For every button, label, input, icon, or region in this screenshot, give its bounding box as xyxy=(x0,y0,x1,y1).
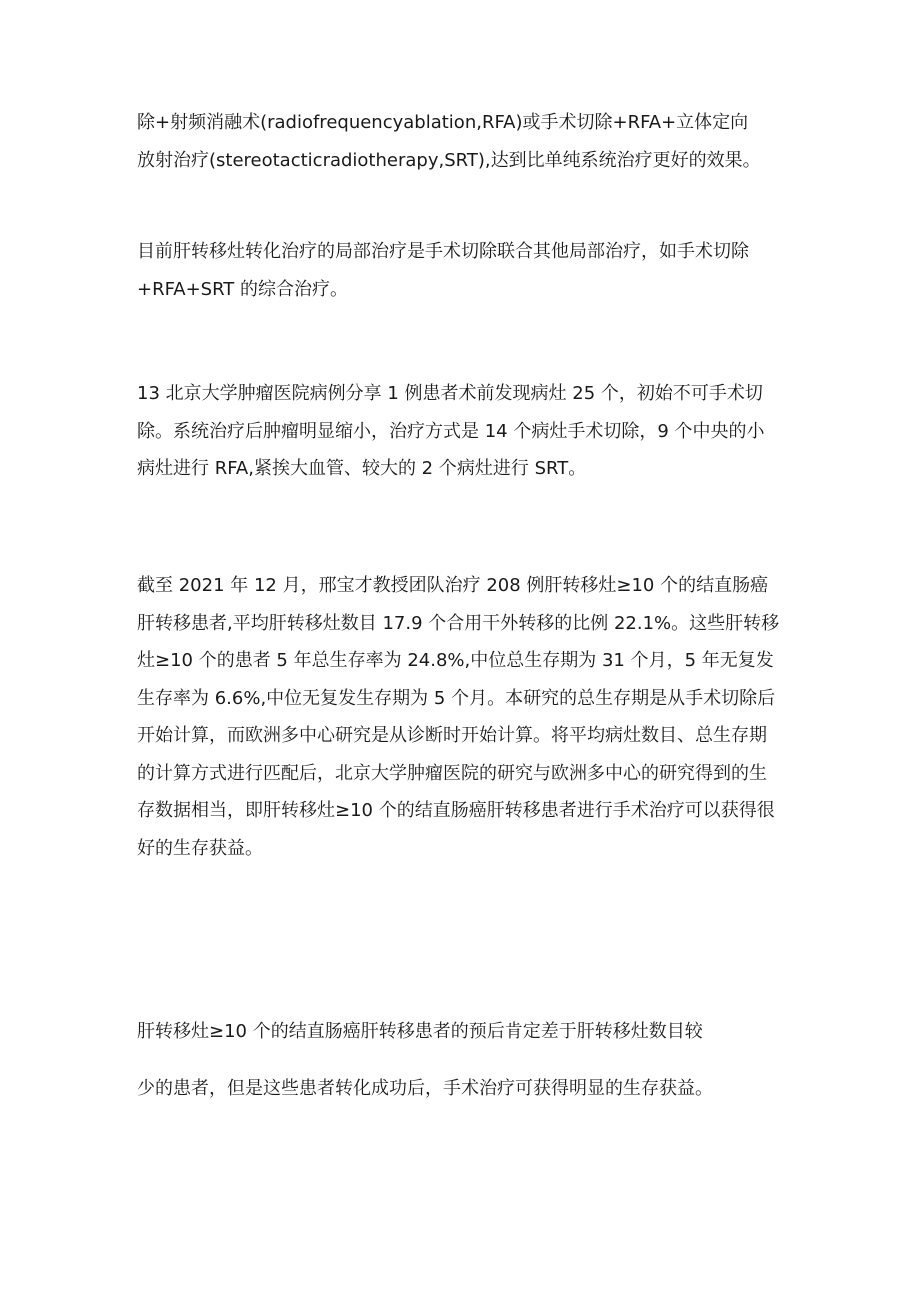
text-line: 目前肝转移灶转化治疗的局部治疗是手术切除联合其他局部治疗，如手术切除 xyxy=(137,241,749,262)
paragraph-study-results xyxy=(137,567,789,867)
paragraph-conclusion xyxy=(137,1070,789,1108)
text-line: 除+射频消融术(radiofrequencyablation,RFA)或手术切除+RFA+立体定向 xyxy=(137,112,749,133)
text-line: 的计算方式进行匹配后，北京大学肿瘤医院的研究与欧洲多中心的研究得到的生 xyxy=(137,762,767,784)
text-line: 开始计算，而欧洲多中心研究是从诊断时开始计算。将平均病灶数目、总生存期 xyxy=(137,725,767,746)
text-line: 生存率为 6.6%,中位无复发生存期为 5 个月。本研究的总生存期是从手术切除后 xyxy=(137,687,776,709)
paragraph-local-treatment xyxy=(137,233,789,308)
text-line: 肝转移患者,平均肝转移灶数目 17.9 个合用干外转移的比例 22.1%。这些肝转移 xyxy=(137,612,780,634)
text-line: 放射治疗(stereotacticradiotherapy,SRT),达到比单纯系统治疗更好的效果。 xyxy=(137,149,761,171)
text-line: 好的生存获益。 xyxy=(137,837,263,859)
paragraph-case-share xyxy=(137,375,789,488)
text-line: 13 北京大学肿瘤医院病例分享 1 例患者术前发现病灶 25 个，初始不可手术切 xyxy=(137,383,763,404)
text-line: 肝转移灶≥10 个的结直肠癌肝转移患者的预后肯定差于肝转移灶数目较 xyxy=(137,1021,703,1042)
text-line: 除。系统治疗后肿瘤明显缩小，治疗方式是 14 个病灶手术切除，9 个中央的小 xyxy=(137,420,765,442)
text-line: +RFA+SRT 的综合治疗。 xyxy=(137,278,349,300)
text-line: 病灶进行 RFA,紧挨大血管、较大的 2 个病灶进行 SRT。 xyxy=(137,458,587,479)
text-line: 截至 2021 年 12 月，邢宝才教授团队治疗 208 例肝转移灶≥10 个的结直肠癌 xyxy=(137,575,769,596)
paragraph-prognosis xyxy=(137,1013,789,1051)
text-line: 存数据相当，即肝转移灶≥10 个的结直肠癌肝转移患者进行手术治疗可以获得很 xyxy=(137,800,775,821)
text-line: 少的患者，但是这些患者转化成功后，手术治疗可获得明显的生存获益。 xyxy=(137,1078,713,1099)
text-line: 灶≥10 个的患者 5 年总生存率为 24.8%,中位总生存期为 31 个月，5 年无复发 xyxy=(137,650,774,671)
paragraph-treatment-combination xyxy=(137,104,789,179)
